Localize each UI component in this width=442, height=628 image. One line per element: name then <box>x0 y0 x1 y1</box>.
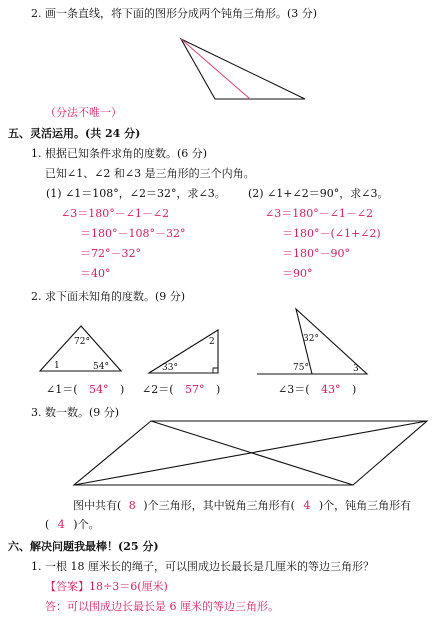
tri3-answer: 43° <box>321 383 341 396</box>
s5-q2-prompt: 2. 求下面未知角的度数。(9 分) <box>31 290 186 303</box>
section6-title: 六、解决问题我最棒！(25 分) <box>8 540 159 553</box>
tri2-answer: 57° <box>185 383 205 396</box>
s5-q1-part2-label: (2) ∠1+∠2＝90°，求∠3。 <box>248 187 389 200</box>
tri2-close: ) <box>216 383 221 396</box>
tri2-angle-left: 33° <box>162 363 178 373</box>
s6-q1-prompt: 1. 一根 18 厘米长的绳子，可以围成边长最长是几厘米的等边三角形？ <box>31 560 374 573</box>
tri3-q-label: ∠3＝( <box>278 383 310 396</box>
q2-draw-text: 画一条直线，将下面的图形分成两个钝角三角形。(3 分) <box>45 7 318 20</box>
section5-title: 五、灵活运用。(共 24 分) <box>8 127 141 140</box>
part1-step-3: ＝72°－32° <box>80 247 141 260</box>
triangle-2-figure <box>149 330 218 373</box>
right-angle-mark <box>213 368 218 373</box>
tri1-q-label: ∠1＝( <box>46 383 78 396</box>
tri1-close: ) <box>120 383 125 396</box>
part2-step-2: ＝180°－(∠1+∠2) <box>282 227 381 240</box>
part2-step-1: ∠3＝180°－∠1－∠2 <box>265 207 374 220</box>
s6-q1-conclusion: 答：可以围成边长最长是 6 厘米的等边三角形。 <box>45 600 279 613</box>
tri1-answer: 54° <box>89 383 109 396</box>
divider-line <box>181 39 250 99</box>
count-acute: 4 <box>303 499 311 512</box>
count-total: 8 <box>128 499 136 512</box>
s5-q1-part1-label: (1) ∠1＝108°，∠2＝32°，求∠3。 <box>46 187 226 200</box>
tri1-angle-left: 1 <box>54 361 60 371</box>
tri3-close: ) <box>352 383 357 396</box>
s5-q1-given: 已知∠1、∠2 和∠3 是三角形的三个内角。 <box>45 167 255 180</box>
part2-step-4: ＝90° <box>282 267 313 280</box>
tri3-angle-right: 3 <box>353 364 359 374</box>
q3-text-c: )个，钝角三角形有 <box>318 499 412 512</box>
triangle-2 <box>149 330 218 373</box>
q3-text-e: )个。 <box>73 518 100 531</box>
obtuse-triangle-figure <box>181 39 305 99</box>
s5-q3-line2 <box>45 518 100 532</box>
tri3-angle-mid: 75° <box>293 363 309 373</box>
diagonal-b <box>74 421 427 485</box>
part1-step-1: ∠3＝180°－∠1－∠2 <box>61 207 170 220</box>
tri1-angle-top: 72° <box>74 337 90 347</box>
tri2-angle-top: 2 <box>209 337 215 347</box>
q3-text-d: ( <box>45 518 50 531</box>
q2-note: （分法不唯一） <box>45 106 122 119</box>
part1-step-4: ＝40° <box>80 267 111 280</box>
s5-q3-prompt: 3. 数一数。(9 分) <box>31 406 120 419</box>
q3-text-b: )个三角形，其中锐角三角形有( <box>143 499 295 512</box>
q3-text-a: 图中共有( <box>73 499 122 512</box>
triangle-1-figure <box>40 326 121 372</box>
part2-step-3: ＝180°－90° <box>282 247 350 260</box>
parallelogram-figure <box>74 421 427 485</box>
tri3-answer-row <box>278 383 356 397</box>
triangle-3-figure <box>257 309 367 374</box>
tri3-angle-top: 32° <box>303 334 319 344</box>
tri1-angle-right: 54° <box>93 362 109 372</box>
tri1-answer-row <box>46 383 124 397</box>
tri2-answer-row <box>142 383 220 397</box>
s5-q1-prompt: 1. 根据已知条件求角的度数。(6 分) <box>31 147 208 160</box>
s6-q1-answer: 【答案】18÷3＝6(厘米) <box>45 580 168 593</box>
s5-q3-line1 <box>73 499 411 513</box>
count-obtuse: 4 <box>57 518 65 531</box>
part1-step-2: ＝180°－108°－32° <box>80 227 186 240</box>
obtuse-triangle <box>181 39 305 99</box>
q2-number: 2. <box>31 7 42 20</box>
tri2-q-label: ∠2＝( <box>142 383 174 396</box>
